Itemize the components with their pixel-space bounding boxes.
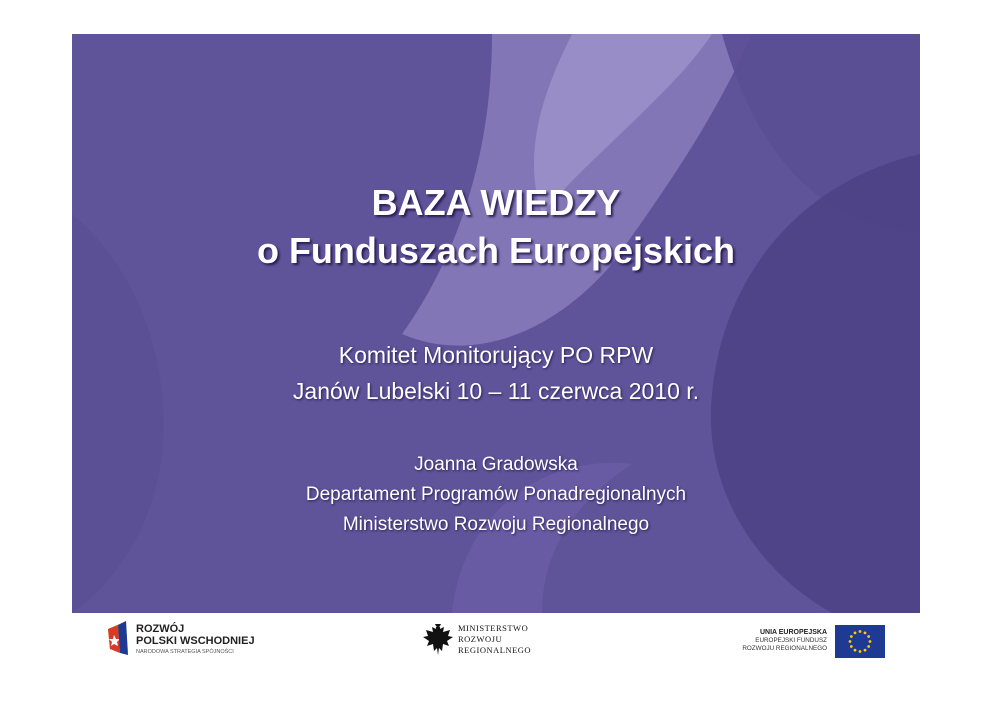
ministry-logo-line2: ROZWOJU xyxy=(458,634,503,644)
rpw-logo-line1: ROZWÓJ xyxy=(136,623,185,635)
eu-flag-icon xyxy=(835,625,885,658)
rpw-logo-line3: NARODOWA STRATEGIA SPÓJNOŚCI xyxy=(136,649,234,655)
eu-logo-line3: ROZWOJU REGIONALNEGO xyxy=(742,645,827,652)
ministry-logo-line1: MINISTERSTWO xyxy=(458,623,529,633)
rpw-star-icon xyxy=(106,619,130,657)
rozwoj-polski-wschodniej-logo xyxy=(106,619,266,661)
author-department: Departament Programów Ponadregionalnych xyxy=(305,484,687,505)
author-name: Joanna Gradowska xyxy=(414,454,578,475)
ministry-logo xyxy=(422,622,572,662)
eagle-emblem-icon xyxy=(422,622,454,658)
slide-title-line1: BAZA WIEDZY xyxy=(371,182,621,223)
ministry-logo-line3: REGIONALNEGO xyxy=(458,645,532,655)
rpw-logo-line2: POLSKI WSCHODNIEJ xyxy=(136,635,255,647)
slide-subtitle-line2: Janów Lubelski 10 – 11 czerwca 2010 r. xyxy=(292,378,700,404)
slide-subtitle-line1: Komitet Monitorujący PO RPW xyxy=(338,342,654,368)
eu-fund-logo xyxy=(740,625,885,661)
author-ministry: Ministerstwo Rozwoju Regionalnego xyxy=(342,514,650,535)
slide-title-line2: o Funduszach Europejskich xyxy=(256,230,736,271)
title-slide xyxy=(72,34,920,613)
eu-logo-line2: EUROPEJSKI FUNDUSZ xyxy=(755,637,827,644)
eu-logo-line1: UNIA EUROPEJSKA xyxy=(759,629,827,636)
